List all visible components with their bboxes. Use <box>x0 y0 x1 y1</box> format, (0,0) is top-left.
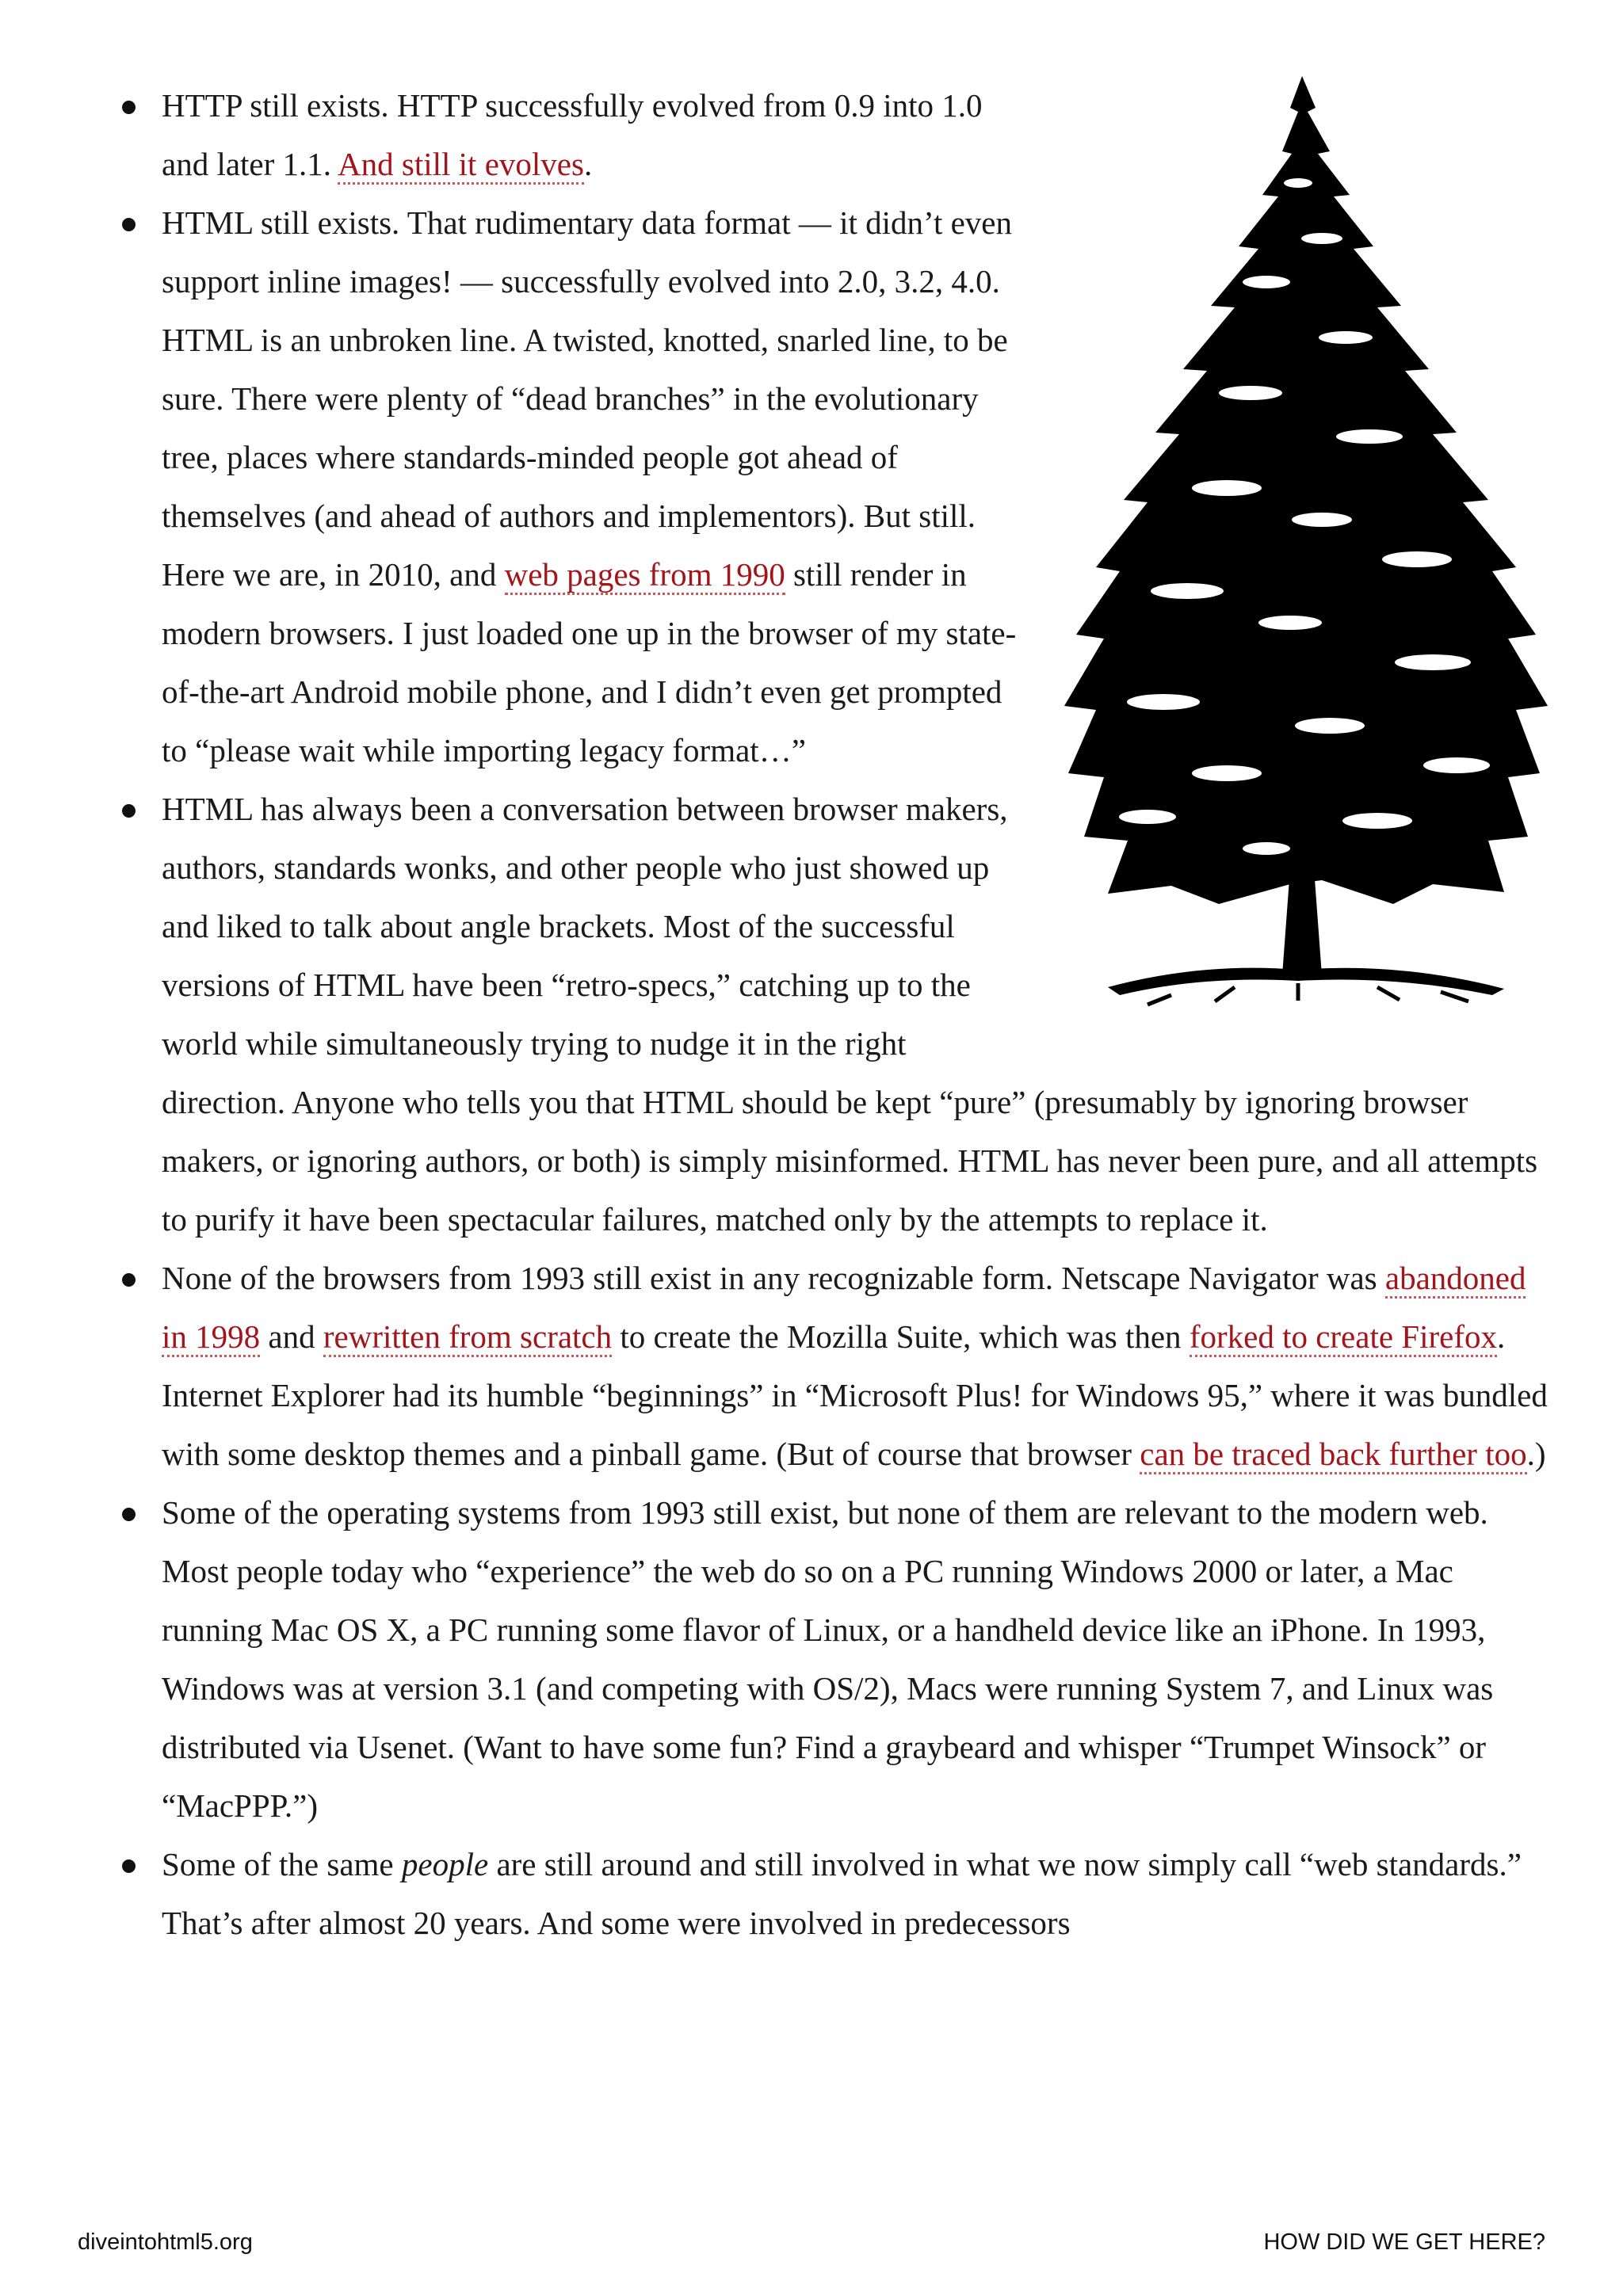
link-web-pages-from-1990[interactable]: web pages from 1990 <box>505 556 785 595</box>
link-still-it-evolves[interactable]: And still it evolves <box>338 146 584 185</box>
link-abandoned-in-1998[interactable]: abandoned in 1998 <box>162 1260 1526 1357</box>
article-body <box>117 76 1552 1952</box>
list-item: None of the browsers from 1993 still exist in any recognizable form. Netscape Navigator was abandoned in 1998 and rewritten from scratch to create the Mozilla Suite, which was then forked to create Firefox. Internet Explorer had its humble “beginnings” in “Microsoft Plus! for Windows 95,” where it was bundled with some desktop themes and a pinball game. (But of course that browser can be traced back further too.) <box>117 1249 1552 1483</box>
link-traced-back-further[interactable]: can be traced back further too <box>1140 1436 1526 1474</box>
bullet-list <box>117 76 1552 1952</box>
link-forked-to-create-firefox[interactable]: forked to create Firefox <box>1190 1318 1497 1357</box>
footer-chapter-title: HOW DID WE GET HERE? <box>1263 2229 1545 2255</box>
link-rewritten-from-scratch[interactable]: rewritten from scratch <box>323 1318 612 1357</box>
list-item: HTML still exists. That rudimentary data format — it didn’t even support inline images! — successfully evolved into 2.0, 3.2, 4.0. HTML is an unbroken line. A twisted, knotted, snarled line, to be sure. There were plenty of “dead branches” in the evolutionary tree, places where standards-minded people got ahead of themselves (and ahead of authors and implementors). But still. Here we are, in 2010, and web pages from 1990 still render in modern browsers. I just loaded one up in the browser of my state-of-the-art Android mobile phone, and I didn’t even get prompted to “please wait while importing legacy format…” <box>117 193 1552 780</box>
list-item: Some of the same people are still around and still involved in what we now simply call “web standards.” That’s after almost 20 years. And some were involved in predecessors <box>117 1835 1552 1952</box>
list-item: HTTP still exists. HTTP successfully evolved from 0.9 into 1.0 and later 1.1. And still it evolves. <box>117 76 1552 193</box>
list-item: Some of the operating systems from 1993 still exist, but none of them are relevant to the modern web. Most people today who “experience” the web do so on a PC running Windows 2000 or later, a Mac running Mac OS X, a PC running some flavor of Linux, or a handheld device like an iPhone. In 1993, Windows was at version 3.1 (and competing with OS/2), Macs were running System 7, and Linux was distributed via Usenet. (Want to have some fun? Find a graybeard and whisper “Trumpet Winsock” or “MacPPP.”) <box>117 1483 1552 1835</box>
footer-site-name: diveintohtml5.org <box>78 2229 253 2255</box>
list-item: HTML has always been a conversation between browser makers, authors, standards wonks, and other people who just showed up and liked to talk about angle brackets. Most of the successful versions of HTML have been “retro-specs,” catching up to the world while simultaneously trying to nudge it in the right direction. Anyone who tells you that HTML should be kept “pure” (presumably by ignoring browser makers, or ignoring authors, or both) is simply misinformed. HTML has never been pure, and all attempts to purify it have been spectacular failures, matched only by the attempts to replace it. <box>117 780 1552 1249</box>
